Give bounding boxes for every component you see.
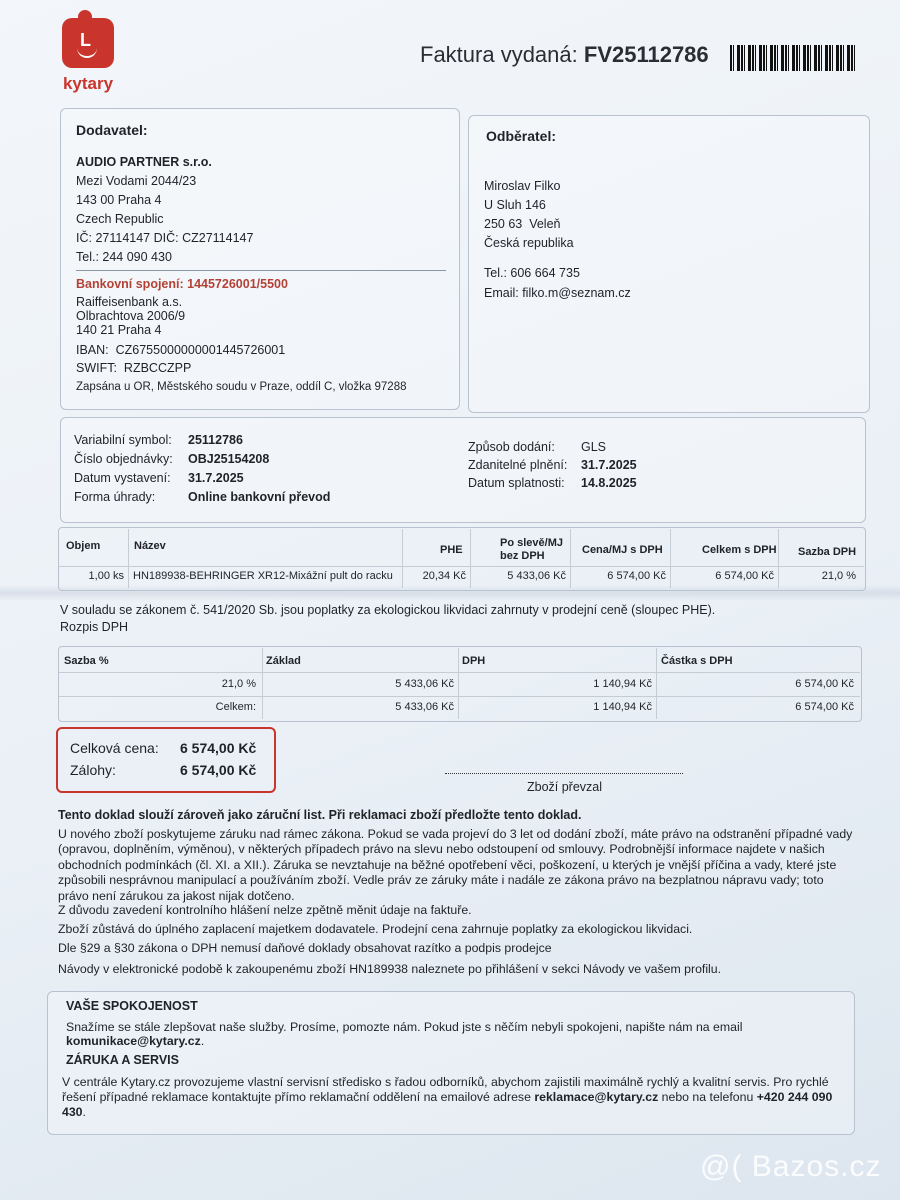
info-value: OBJ25154208: [188, 452, 270, 466]
row-divider: [59, 672, 860, 673]
vat-cell-total: 6 574,00 Kč: [795, 701, 854, 713]
iban-label: IBAN:: [76, 343, 109, 357]
items-header-discount-1: Po slevě/MJ: [500, 537, 563, 549]
warranty-line: U nového zboží poskytujeme záruku nad rámec zákona. Pokud se vada projeví do 3 let od dodání zboží, máte právo na odstranění případné vady: [58, 827, 853, 841]
vat-title: Rozpis DPH: [60, 620, 129, 634]
logo-face-icon: L: [62, 18, 114, 68]
column-divider: [128, 529, 129, 588]
service-phone: +420 244 090: [756, 1090, 833, 1104]
supplier-heading: Dodavatel:: [76, 122, 148, 138]
registry-note: Zapsána u OR, Městského soudu v Praze, oddíl C, vložka 97288: [76, 381, 407, 393]
info-value: 31.7.2025: [188, 471, 244, 485]
warranty-note: Dle §29 a §30 zákona o DPH nemusí daňové doklady obsahovat razítko a podpis prodejce: [58, 941, 552, 955]
swift-value: RZBCCZPP: [123, 361, 192, 375]
satisfaction-email-row: [66, 1034, 204, 1048]
swift-row: [76, 361, 191, 375]
items-cell-qty: 1,00 ks: [88, 570, 124, 582]
customer-zip: 250 63: [484, 217, 523, 231]
satisfaction-email[interactable]: komunikace@kytary.cz: [66, 1034, 201, 1048]
bank-label: Bankovní spojení: 1445726001/5500: [76, 277, 288, 291]
warranty-title: Tento doklad slouží zároveň jako záruční list. Při reklamaci zboží předložte tento doklad.: [58, 808, 582, 822]
row-divider: [59, 566, 864, 567]
customer-city: Veleň: [529, 217, 561, 231]
vat-cell-rate: Celkem:: [215, 701, 256, 713]
info-value: 31.7.2025: [581, 458, 637, 472]
service-text-2a: řešení případné reklamace kontaktujte přímo reklamační oddělení na emailové adrese: [62, 1090, 531, 1104]
supplier-phone: Tel.: 244 090 430: [76, 250, 172, 264]
service-text-1: V centrále Kytary.cz provozujeme vlastní servisní středisko s řadou odborníků, abychom zajistili maximálně rychlý a kvalitní servis. Pro rychlé: [62, 1075, 829, 1089]
column-divider: [778, 529, 779, 588]
service-text-2b: nebo na telefonu: [661, 1090, 754, 1104]
items-cell-phe: 20,34 Kč: [422, 570, 466, 582]
bank-street: Olbrachtova 2006/9: [76, 309, 186, 323]
total-price-label: Celková cena:: [70, 740, 159, 756]
supplier-street: Mezi Vodami 2044/23: [76, 174, 197, 188]
items-header-phe: PHE: [440, 544, 463, 556]
supplier-city: 143 00 Praha 4: [76, 193, 162, 207]
iban-row: [76, 343, 285, 357]
service-suffix: .: [82, 1105, 86, 1119]
warranty-line: způsobili nesprávnou manipulací a používáním zboží. Vedle práv ze záruky máte i nadále ze zákona právo na bezplatnou nápravu vady; toto: [58, 873, 824, 888]
info-value: GLS: [581, 440, 607, 454]
satisfaction-email-suffix: .: [200, 1034, 205, 1048]
vat-cell-vat: 1 140,94 Kč: [593, 678, 652, 690]
column-divider: [458, 648, 459, 719]
service-email[interactable]: reklamace@kytary.cz: [534, 1090, 659, 1104]
invoice-number: FV25112786: [583, 42, 709, 67]
customer-heading: Odběratel:: [486, 128, 557, 144]
items-cell-name: HN189938-BEHRINGER XR12-Mixážní pult do racku: [133, 570, 393, 582]
customer-email: Email: filko.m@seznam.cz: [484, 286, 631, 300]
row-divider: [59, 696, 860, 697]
eco-note: V souladu se zákonem č. 541/2020 Sb. jsou poplatky za ekologickou likvidaci zahrnuty v prodejní ceně (sloupec PHE).: [60, 603, 716, 617]
customer-box: [468, 115, 870, 413]
vat-header-total: Částka s DPH: [661, 655, 733, 667]
customer-country: Česká republika: [484, 236, 574, 250]
warranty-line: (opravou, doplněním, výměnou), v některých případech právo na slevu nebo odstoupení od smlouvy. Podrobnější informace najdete v našich: [58, 842, 825, 857]
vat-cell-rate: 21,0 %: [221, 678, 256, 690]
vat-header-base: Základ: [266, 655, 301, 667]
items-cell-rate: 21,0 %: [821, 570, 856, 582]
column-divider: [656, 648, 657, 719]
info-label: Číslo objednávky:: [74, 452, 173, 466]
vat-cell-base: 5 433,06 Kč: [395, 678, 454, 690]
customer-street: U Sluh 146: [484, 198, 546, 212]
service-title: ZÁRUKA A SERVIS: [66, 1053, 179, 1067]
supplier-name: AUDIO PARTNER s.r.o.: [76, 155, 212, 169]
info-value: 25112786: [188, 433, 243, 447]
bazos-watermark: @( Bazos.cz: [700, 1150, 882, 1183]
invoice-info-box: [60, 417, 866, 523]
supplier-divider: [76, 270, 446, 271]
vat-header-vat: DPH: [462, 655, 486, 667]
kytary-logo: [58, 8, 118, 100]
items-cell-total: 6 574,00 Kč: [715, 570, 774, 582]
customer-name: Miroslav Filko: [484, 179, 561, 193]
iban-value: CZ6755000000001445726001: [115, 343, 286, 357]
info-label: Datum vystavení:: [74, 471, 171, 485]
customer-phone: Tel.: 606 664 735: [484, 266, 580, 280]
invoice-title-prefix: Faktura vydaná:: [420, 42, 578, 67]
info-label: Datum splatnosti:: [468, 476, 565, 490]
signature-line: [445, 773, 683, 774]
logo-text: kytary: [62, 74, 114, 93]
items-header-rate: Sazba DPH: [798, 546, 857, 558]
warranty-note: Z důvodu zavedení kontrolního hlášení nelze zpětně měnit údaje na faktuře.: [58, 903, 472, 917]
satisfaction-title: VAŠE SPOKOJENOST: [66, 999, 198, 1013]
items-header-total: Celkem s DPH: [702, 544, 777, 556]
vat-cell-vat: 1 140,94 Kč: [593, 701, 652, 713]
vat-cell-total: 6 574,00 Kč: [795, 678, 854, 690]
supplier-ids: IČ: 27114147 DIČ: CZ27114147: [76, 231, 254, 245]
barcode-icon: [730, 45, 858, 71]
totals-box: [56, 727, 276, 793]
swift-label: SWIFT:: [76, 361, 117, 375]
satisfaction-text: Snažíme se stále zlepšovat naše služby. Prosíme, pomozte nám. Pokud jste s něčím nebyli spokojeni, napište nám na email: [66, 1020, 743, 1034]
items-header-discount-2: bez DPH: [500, 550, 545, 562]
items-cell-discount: 5 433,06 Kč: [507, 570, 566, 582]
info-value: Online bankovní převod: [188, 490, 331, 504]
column-divider: [262, 648, 263, 719]
items-header-qty: Objem: [66, 540, 101, 552]
received-label: Zboží převzal: [527, 780, 603, 794]
info-label: Zdanitelné plnění:: [468, 458, 568, 472]
service-text-3: [62, 1105, 86, 1119]
column-divider: [570, 529, 571, 588]
invoice-title: [420, 42, 709, 68]
items-header-unit-price: Cena/MJ s DPH: [582, 544, 663, 556]
service-text-2: [62, 1090, 832, 1104]
warranty-note: Zboží zůstává do úplného zaplacení majetkem dodavatele. Prodejní cena zahrnuje poplatky za ekologickou likvidaci.: [58, 922, 693, 936]
warranty-note: Návody v elektronické podobě k zakoupenému zboží HN189938 naleznete po přihlášení v sekci Návody ve vašem profilu.: [58, 962, 722, 976]
warranty-line: obchodních podmínkách (čl. XI. a XII.). Záruka se nevztahuje na běžné opotřebení věci, poškození, u kterých je vnější příčina a vady, které jste: [58, 857, 837, 872]
items-cell-unit-price: 6 574,00 Kč: [607, 570, 666, 582]
deposit-label: Zálohy:: [70, 762, 116, 778]
deposit-value: 6 574,00 Kč: [180, 762, 257, 778]
info-label: Způsob dodání:: [468, 440, 555, 454]
column-divider: [402, 529, 403, 588]
bank-city: 140 21 Praha 4: [76, 323, 162, 337]
total-price-value: 6 574,00 Kč: [180, 740, 257, 756]
bank-name: Raiffeisenbank a.s.: [76, 295, 183, 309]
service-phone-end: 430: [62, 1105, 83, 1119]
info-value: 14.8.2025: [581, 476, 637, 490]
supplier-country: Czech Republic: [76, 212, 164, 226]
customer-city-row: [484, 217, 560, 231]
warranty-line: právo není zárukou za jakost nijak dotčeno.: [58, 888, 295, 903]
vat-header-rate: Sazba %: [64, 655, 109, 667]
vat-cell-base: 5 433,06 Kč: [395, 701, 454, 713]
info-label: Variabilní symbol:: [74, 433, 172, 447]
info-label: Forma úhrady:: [74, 490, 156, 504]
column-divider: [470, 529, 471, 588]
column-divider: [670, 529, 671, 588]
items-header-name: Název: [134, 540, 166, 552]
